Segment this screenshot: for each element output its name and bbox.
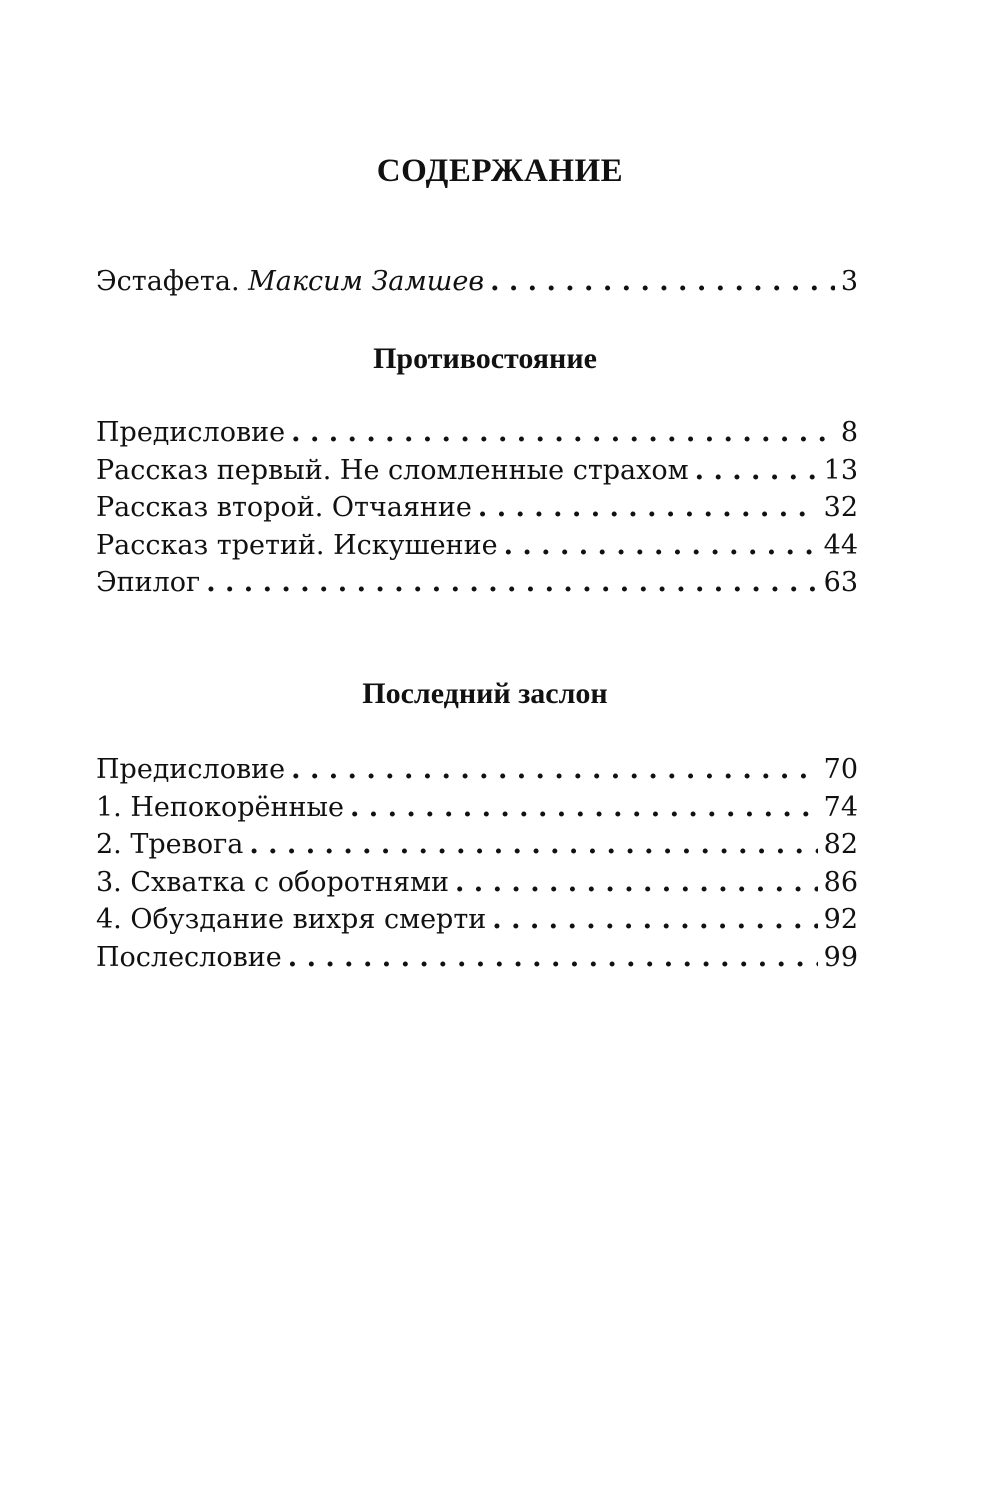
toc-entry[interactable] [96,901,858,939]
entry-title [96,263,484,301]
toc-entry[interactable] [96,527,858,565]
page-number: 74 [823,791,858,823]
page-number: 3 [840,266,858,297]
toc-entry[interactable] [96,939,858,977]
entry-title: 1. Непокорённые [96,791,344,823]
dot-leader [490,263,835,301]
page-number: 86 [823,866,858,898]
entry-title: Предисловие [96,754,286,785]
dot-leader [492,901,817,939]
entry-title: 4. Обуздание вихря смерти [96,904,487,935]
entry-title: Предисловие [96,417,286,448]
page-number: 82 [823,829,858,860]
toc-section-1-list [96,414,858,602]
dot-leader [695,452,818,490]
toc-entry[interactable] [96,789,858,827]
dot-leader [249,826,817,864]
toc-entry[interactable] [96,489,858,527]
toc-entry[interactable] [96,414,858,452]
page-number: 44 [823,529,858,561]
toc-entry[interactable] [96,864,858,902]
toc-intro-list [96,263,858,301]
dot-leader [455,864,818,902]
dot-leader [291,414,835,452]
entry-title: Рассказ первый. Не сломленные страхом [96,454,689,486]
page-number: 8 [840,417,858,448]
toc-entry[interactable] [96,751,858,789]
page-number: 63 [823,567,858,598]
page-number: 70 [823,754,858,785]
page-number: 99 [823,941,858,973]
dot-leader [504,527,818,565]
dot-leader [291,751,818,789]
page-number: 32 [823,492,858,523]
entry-author: Максим Замшев [248,266,485,297]
toc-entry[interactable] [96,564,858,602]
dot-leader [288,939,818,977]
dot-leader [206,564,817,602]
entry-title: Рассказ третий. Искушение [96,529,498,561]
page-number: 92 [823,904,858,935]
page-number: 13 [823,454,858,486]
entry-title: 2. Тревога [96,829,244,860]
entry-title: Послесловие [96,941,282,973]
section-title-1: Противостояние [373,342,597,375]
entry-title: 3. Схватка с оборотнями [96,866,449,898]
toc-entry[interactable] [96,452,858,490]
dot-leader [478,489,818,527]
entry-title-text: Эстафета. [96,266,240,297]
dot-leader [350,789,818,827]
section-title-2: Последний заслон [362,677,608,710]
page-title: СОДЕРЖАНИЕ [376,153,624,189]
entry-title: Эпилог [96,567,201,598]
toc-entry[interactable] [96,263,858,301]
entry-title: Рассказ второй. Отчаяние [96,492,472,523]
toc-entry[interactable] [96,826,858,864]
toc-section-2-list [96,751,858,976]
